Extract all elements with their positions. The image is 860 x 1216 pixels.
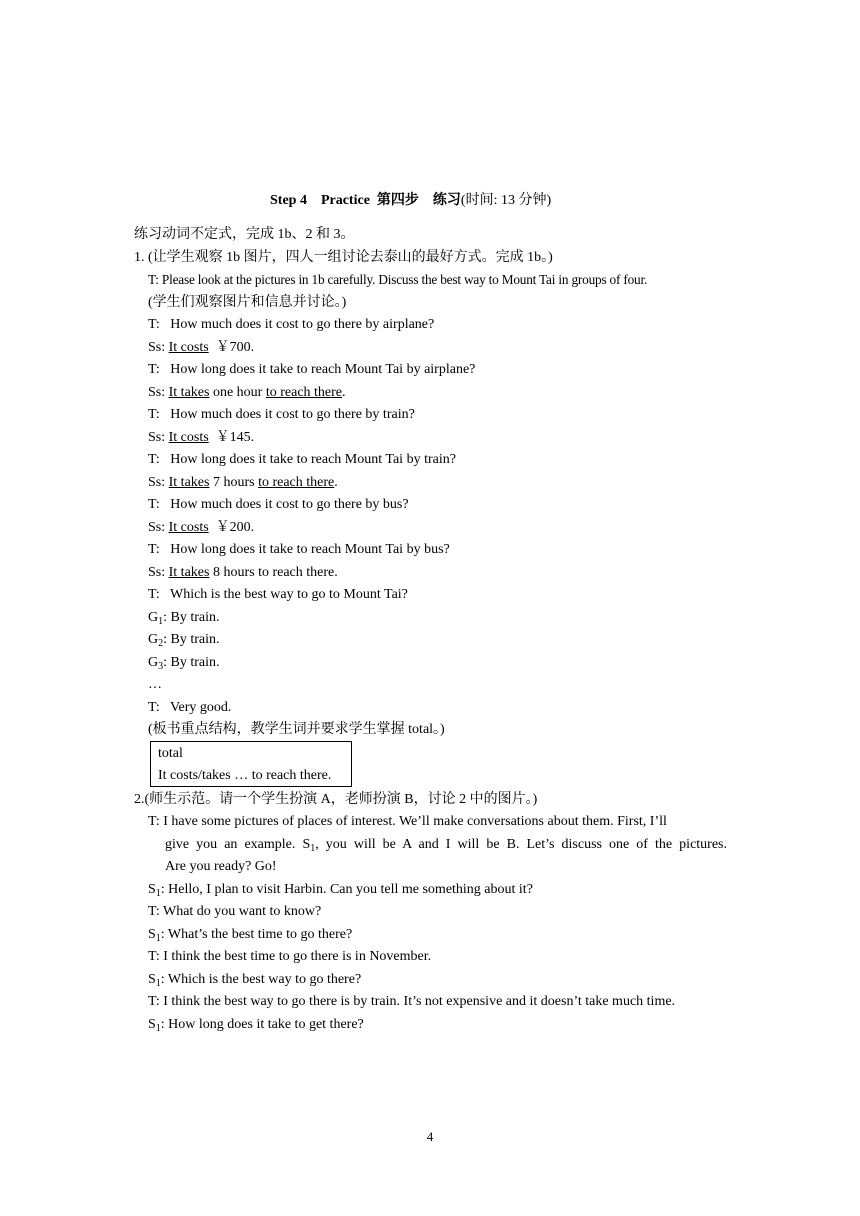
teacher-very-good: T: Very good. — [148, 700, 232, 715]
section2-heading: 2.(师生示范。请一个学生扮演 A，老师扮演 B，讨论 2 中的图片。) — [134, 792, 538, 807]
section1-heading: 1. (让学生观察 1b 图片，四人一组讨论去泰山的最好方式。完成 1b。) — [134, 250, 553, 265]
page-number: 4 — [426, 1129, 434, 1144]
practice-label: Practice — [320, 193, 370, 208]
teacher-november: T: I think the best time to go there is in November. — [148, 949, 432, 964]
step-title-zh: 第四步 练习 — [376, 193, 461, 208]
answer-train-time: Ss: It takes 7 hours to reach there. — [148, 475, 338, 490]
teacher-intro-line3: Are you ready? Go! — [165, 859, 277, 874]
student-how-long: $S_1$: How long does it take to get there? — [148, 1017, 364, 1034]
teacher-what-to-know: T: What do you want to know? — [148, 904, 322, 919]
question-train-cost: T: How much does it cost to go there by train? — [148, 407, 415, 422]
question-bus-time: T: How long does it take to reach Mount Tai by bus? — [148, 542, 450, 557]
answer-airplane-time: Ss: It takes one hour to reach there. — [148, 385, 346, 400]
intro-text: 练习动词不定式，完成 1b、2 和 3。 — [134, 227, 355, 242]
answer-airplane-cost: Ss: It costs ￥700. — [148, 340, 255, 355]
answer-bus-cost: Ss: It costs ￥200. — [148, 520, 255, 535]
box-structure: It costs/takes … to reach there. — [158, 768, 332, 783]
student-best-way: $S_1$: Which is the best way to go there? — [148, 972, 362, 989]
student-harbin-question: $S_1$: Hello, I plan to visit Harbin. Can you tell me something about it? — [148, 882, 533, 899]
question-best-way: T: Which is the best way to go to Mount Tai? — [148, 587, 408, 602]
question-train-time: T: How long does it take to reach Mount Tai by train? — [148, 452, 456, 467]
question-airplane-cost: T: How much does it cost to go there by airplane? — [148, 317, 435, 332]
ellipsis: … — [148, 677, 162, 692]
question-bus-cost: T: How much does it cost to go there by bus? — [148, 497, 409, 512]
step-label: Step 4 — [270, 193, 307, 208]
answer-train-cost: Ss: It costs ￥145. — [148, 430, 255, 445]
answer-bus-time: Ss: It takes 8 hours to reach there. — [148, 565, 338, 580]
teacher-instruction: T: Please look at the pictures in 1b carefully. Discuss the best way to Mount Tai in groups of four. — [148, 272, 648, 287]
group1-answer: $G_1$: By train. — [148, 610, 220, 627]
teacher-intro-line1: T: I have some pictures of places of interest. We’ll make conversations about them. First, I’ll — [148, 814, 667, 829]
step-title — [270, 192, 551, 210]
teacher-intro-line2: give you an example. $S_1$, you will be A and I will be B. Let’s discuss one of the pictures. — [165, 837, 727, 854]
group3-answer: $G_3$: By train. — [148, 655, 220, 672]
student-best-time: $S_1$: What’s the best time to go there? — [148, 927, 353, 944]
time-note: (时间: 13 分钟) — [460, 193, 552, 208]
teacher-by-train: T: I think the best way to go there is by train. It’s not expensive and it doesn’t take much time. — [148, 994, 676, 1009]
group2-answer: $G_2$: By train. — [148, 632, 220, 649]
board-note: (板书重点结构，教学生词并要求学生掌握 total。) — [148, 722, 445, 737]
question-airplane-time: T: How long does it take to reach Mount Tai by airplane? — [148, 362, 476, 377]
student-note: (学生们观察图片和信息并讨论。) — [148, 295, 347, 310]
box-word-total: total — [158, 746, 183, 761]
